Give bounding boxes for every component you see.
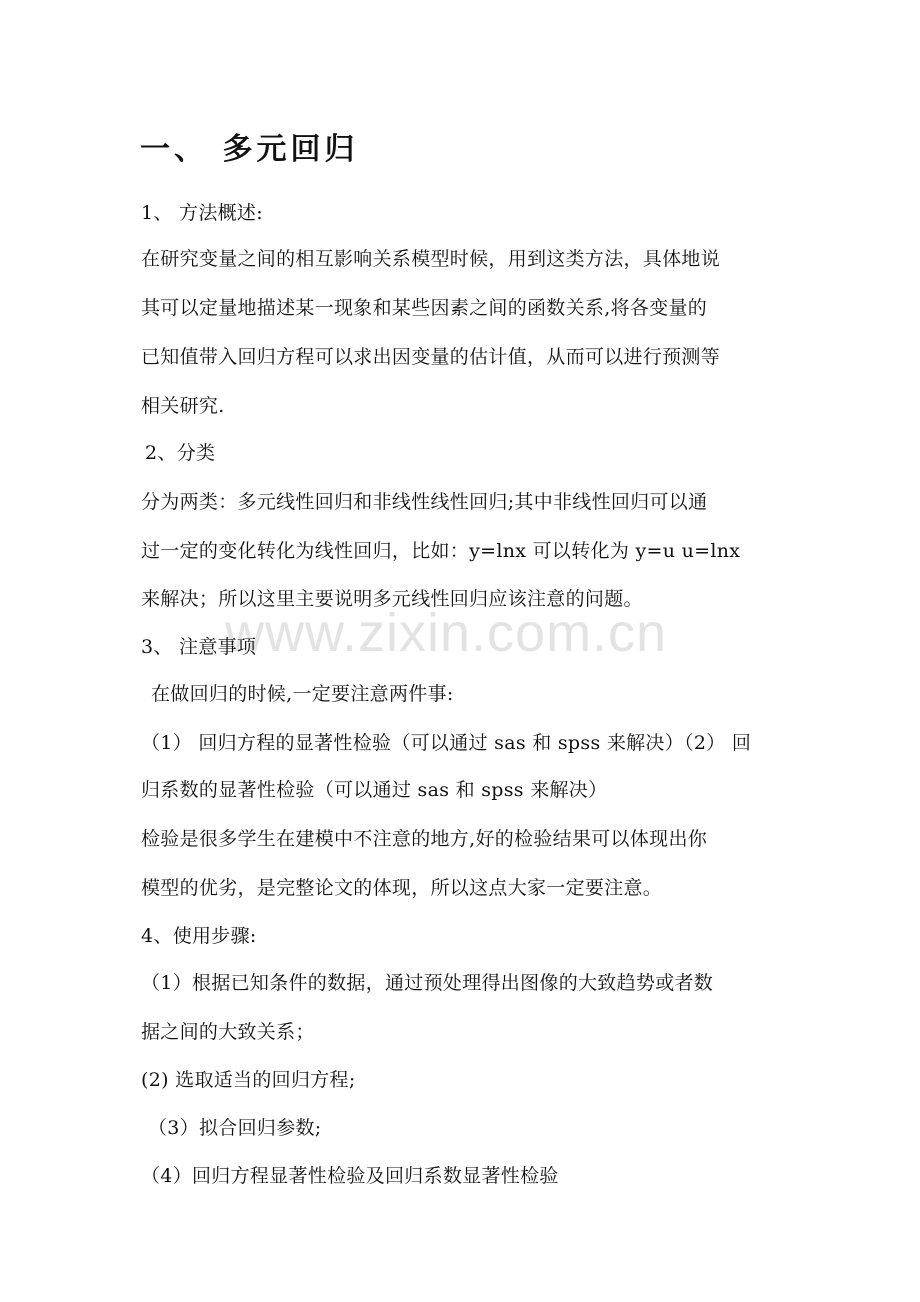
paragraph-line: 分为两类：多元线性回归和非线性线性回归;其中非线性回归可以通 [141, 491, 708, 513]
paragraph-line: 在做回归的时候,一定要注意两件事: [151, 683, 454, 705]
paragraph-line: 检验是很多学生在建模中不注意的地方,好的检验结果可以体现出你 [141, 828, 708, 850]
paragraph-line: 过一定的变化转化为线性回归，比如：y=lnx 可以转化为 y=u u=lnx [141, 540, 741, 562]
paragraph-line: （1）根据已知条件的数据，通过预处理得出图像的大致趋势或者数 [141, 972, 714, 994]
paragraph-line: 在研究变量之间的相互影响关系模型时候，用到这类方法，具体地说 [141, 248, 721, 270]
paragraph-line: 已知值带入回归方程可以求出因变量的估计值，从而可以进行预测等 [141, 346, 721, 368]
paragraph-line: 来解决；所以这里主要说明多元线性回归应该注意的问题。 [141, 588, 643, 610]
paragraph-line: 据之间的大致关系； [141, 1021, 315, 1043]
paragraph-line: 模型的优劣，是完整论文的体现，所以这点大家一定要注意。 [141, 877, 663, 899]
paragraph-line: （1） 回归方程的显著性检验（可以通过 sas 和 spss 来解决）（2） 回 [141, 732, 752, 754]
list-item: （3）拟合回归参数; [148, 1117, 322, 1139]
subheading-method-overview: 1、 方法概述: [141, 202, 263, 224]
subheading-notes: 3、 注意事项 [141, 636, 257, 658]
section-heading: 一、 多元回归 [140, 132, 359, 167]
subheading-usage-steps: 4、使用步骤: [141, 925, 257, 947]
paragraph-line: 相关研究. [141, 395, 225, 417]
watermark-text: www.zixin.com.cn [225, 603, 668, 663]
paragraph-line: 归系数的显著性检验（可以通过 sas 和 spss 来解决） [141, 779, 608, 801]
paragraph-line: 其可以定量地描述某一现象和某些因素之间的函数关系,将各变量的 [141, 297, 708, 319]
subheading-classification: 2、分类 [145, 442, 216, 464]
list-item: （4）回归方程显著性检验及回归系数显著性检验 [141, 1165, 559, 1187]
list-item: (2) 选取适当的回归方程; [141, 1069, 356, 1091]
